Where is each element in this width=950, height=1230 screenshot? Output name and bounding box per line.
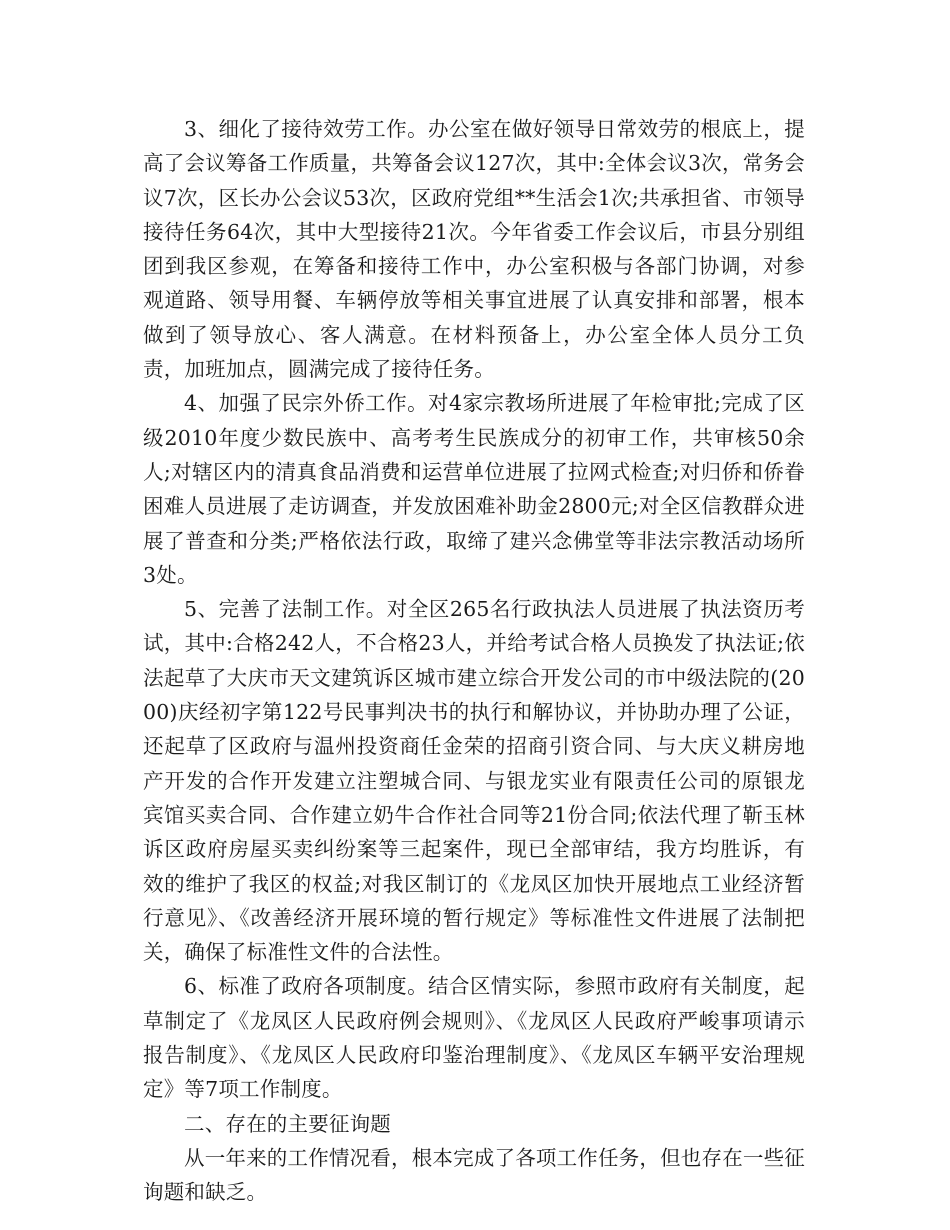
paragraph-legal-work: 5、完善了法制工作。对全区265名行政执法人员进展了执法资历考试，其中:合格242人，不合格23人，并给考试合格人员换发了执法证;依法起草了大庆市天文建筑诉区城市建立综合开发公司的市中级法院的(2000)庆经初字第122号民事判决书的执行和解协议，并协助办理了公证，还起草了区政府与温州投资商任金荣的招商引资合同、与大庆义耕房地产开发的合作开发建立注塑城合同、与银龙实业有限责任公司的原银龙宾馆买卖合同、合作建立奶牛合作社合同等21份合同;依法代理了靳玉林诉区政府房屋买卖纠纷案等三起案件，现已全部审结，我方均胜诉，有效的维护了我区的权益;对我区制订的《龙凤区加快开展地点工业经济暂行意见》、《改善经济开展环境的暂行规定》等标准性文件进展了法制把关，确保了标准性文件的合法性。 <box>143 597 805 965</box>
paragraph-government-systems: 6、标准了政府各项制度。结合区情实际，参照市政府有关制度，起草制定了《龙凤区人民政府例会规则》、《龙凤区人民政府严峻事项请示报告制度》、《龙凤区人民政府印鉴治理制度》、《龙凤区车辆平安治理规定》等7项工作制度。 <box>143 974 805 1102</box>
paragraph-ethnic-religious-work: 4、加强了民宗外侨工作。对4家宗教场所进展了年检审批;完成了区级2010年度少数民族中、高考考生民族成分的初审工作，共审核50余人;对辖区内的清真食品消费和运营单位进展了拉网式检查;对归侨和侨眷困难人员进展了走访调查，并发放困难补助金2800元;对全区信教群众进展了普查和分类;严格依法行政，取缔了建兴念佛堂等非法宗教活动场所3处。 <box>143 391 805 587</box>
section-heading-problems: 二、存在的主要征询题 <box>184 1111 391 1136</box>
paragraph-problems-summary: 从一年来的工作情况看，根本完成了各项工作任务，但也存在一些征询题和缺乏。 <box>143 1145 805 1205</box>
paragraph-reception-work: 3、细化了接待效劳工作。办公室在做好领导日常效劳的根底上，提高了会议筹备工作质量，共筹备会议127次，其中:全体会议3次，常务会议7次，区长办公会议53次，区政府党组**生活会1次;共承担省、市领导接待任务64次，其中大型接待21次。今年省委工作会议后，市县分别组团到我区参观，在筹备和接待工作中，办公室积极与各部门协调，对参观道路、领导用餐、车辆停放等相关事宜进展了认真安排和部署，根本做到了领导放心、客人满意。在材料预备上，办公室全体人员分工负责，加班加点，圆满完成了接待任务。 <box>143 117 805 382</box>
